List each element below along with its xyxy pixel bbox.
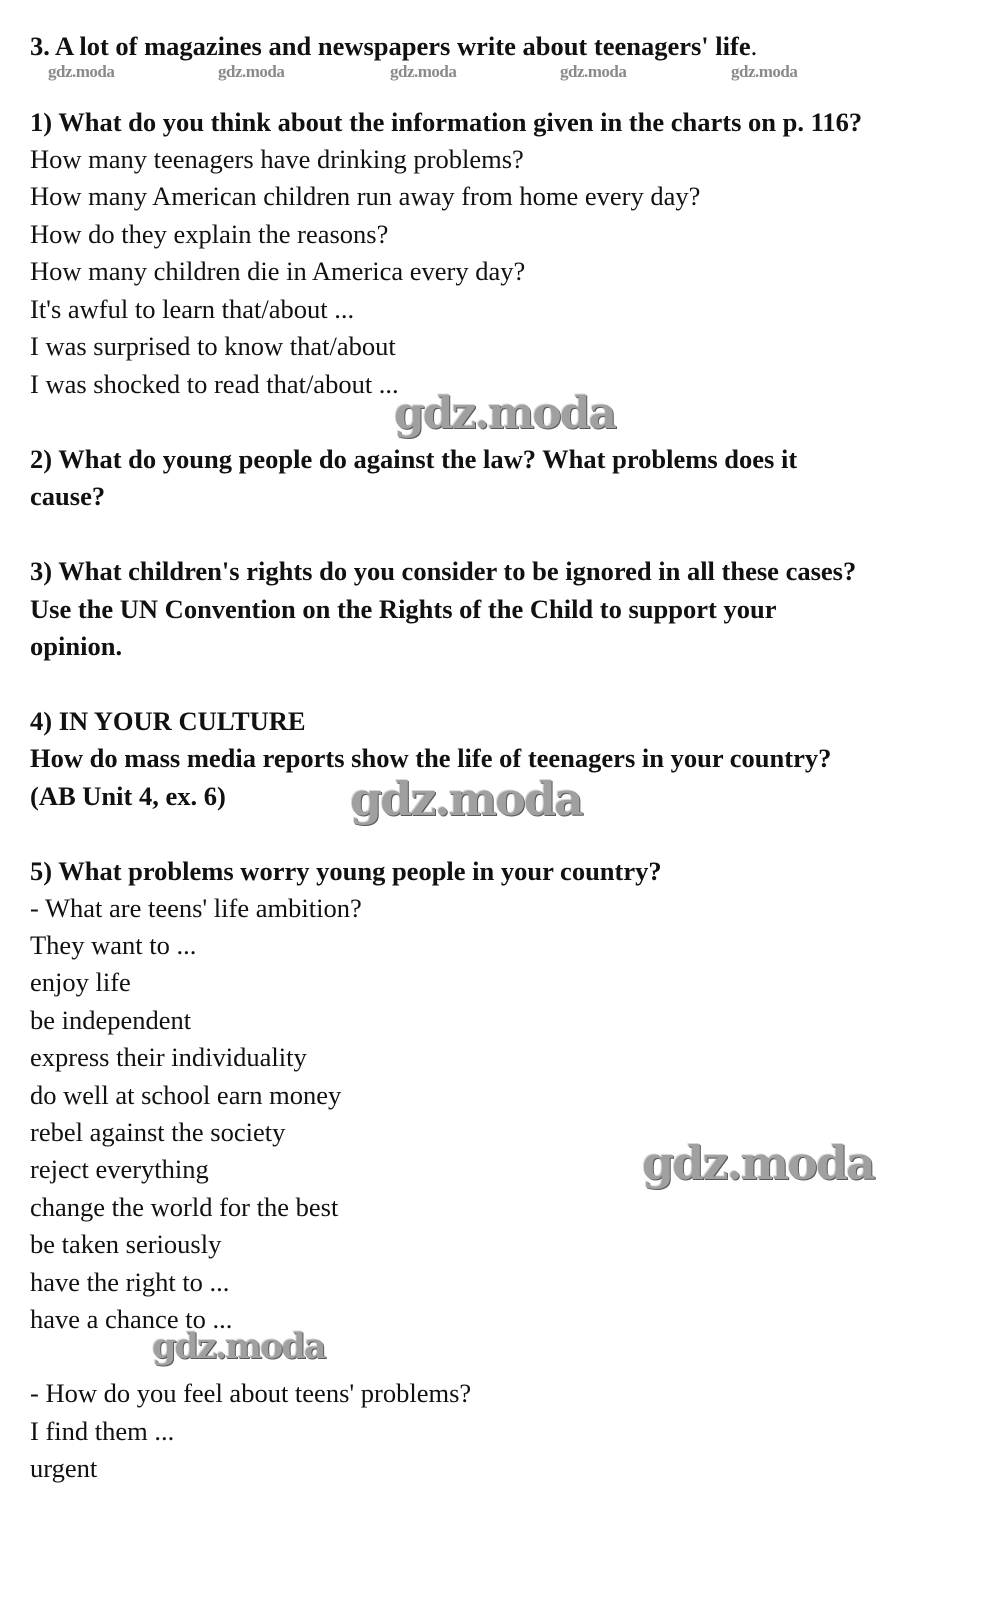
question-5-line: They want to ... [30,930,197,960]
question-5-line: enjoy life [30,967,131,997]
question-1-line: It's awful to learn that/about ... [30,294,355,324]
watermark-small: gdz.moda [560,62,627,81]
question-2-heading-cont: cause? [30,481,106,511]
exercise-title-period: . [750,31,758,61]
question-5-line: change the world for the best [30,1192,339,1222]
question-4-question: How do mass media reports show the life of teenagers in your country? [30,743,832,773]
exercise-title-text: 3. A lot of magazines and newspapers write about teenagers' life [30,31,751,61]
exercise-title [30,30,757,62]
question-5-line: express their individuality [30,1042,307,1072]
question-5-line: be taken seriously [30,1229,222,1259]
watermark-small: gdz.moda [218,62,285,81]
question-5-line: do well at school earn money [30,1080,342,1110]
question-1-heading: 1) What do you think about the information given in the charts on p. 116? [30,107,863,137]
question-5-line: have a chance to ... [30,1304,233,1334]
question-3-heading-cont: opinion. [30,631,123,661]
question-1-line: I was shocked to read that/about ... [30,369,399,399]
question-1-line: How many children die in America every day? [30,256,526,286]
question-5-line: be independent [30,1005,192,1035]
watermark-small: gdz.moda [390,62,457,81]
question-5-line: - How do you feel about teens' problems? [30,1378,472,1408]
question-5-line: urgent [30,1453,98,1483]
question-5-line: rebel against the society [30,1117,286,1147]
question-1-line: I was surprised to know that/about [30,331,396,361]
question-5-heading: 5) What problems worry young people in your country? [30,856,662,886]
question-1-line: How many American children run away from home every day? [30,181,701,211]
question-2-heading: 2) What do young people do against the law? What problems does it [30,444,798,474]
watermark-large: gdz.moda [642,1136,874,1190]
watermark-large: gdz.moda [152,1326,325,1367]
question-4-reference: (AB Unit 4, ex. 6) [30,781,226,811]
question-3-heading: 3) What children's rights do you consider to be ignored in all these cases? [30,556,857,586]
watermark-large: gdz.moda [394,388,616,439]
question-1-line: How do they explain the reasons? [30,219,389,249]
question-3-heading-cont: Use the UN Convention on the Rights of the Child to support your [30,594,777,624]
watermark-large: gdz.moda [350,772,582,826]
question-4-heading: 4) IN YOUR CULTURE [30,706,306,736]
question-5-line: reject everything [30,1154,209,1184]
question-5-line: - What are teens' life ambition? [30,893,362,923]
question-1-line: How many teenagers have drinking problems? [30,144,524,174]
watermark-small: gdz.moda [48,62,115,81]
question-5-line: have the right to ... [30,1267,230,1297]
watermark-small: gdz.moda [731,62,798,81]
question-5-line: I find them ... [30,1416,175,1446]
